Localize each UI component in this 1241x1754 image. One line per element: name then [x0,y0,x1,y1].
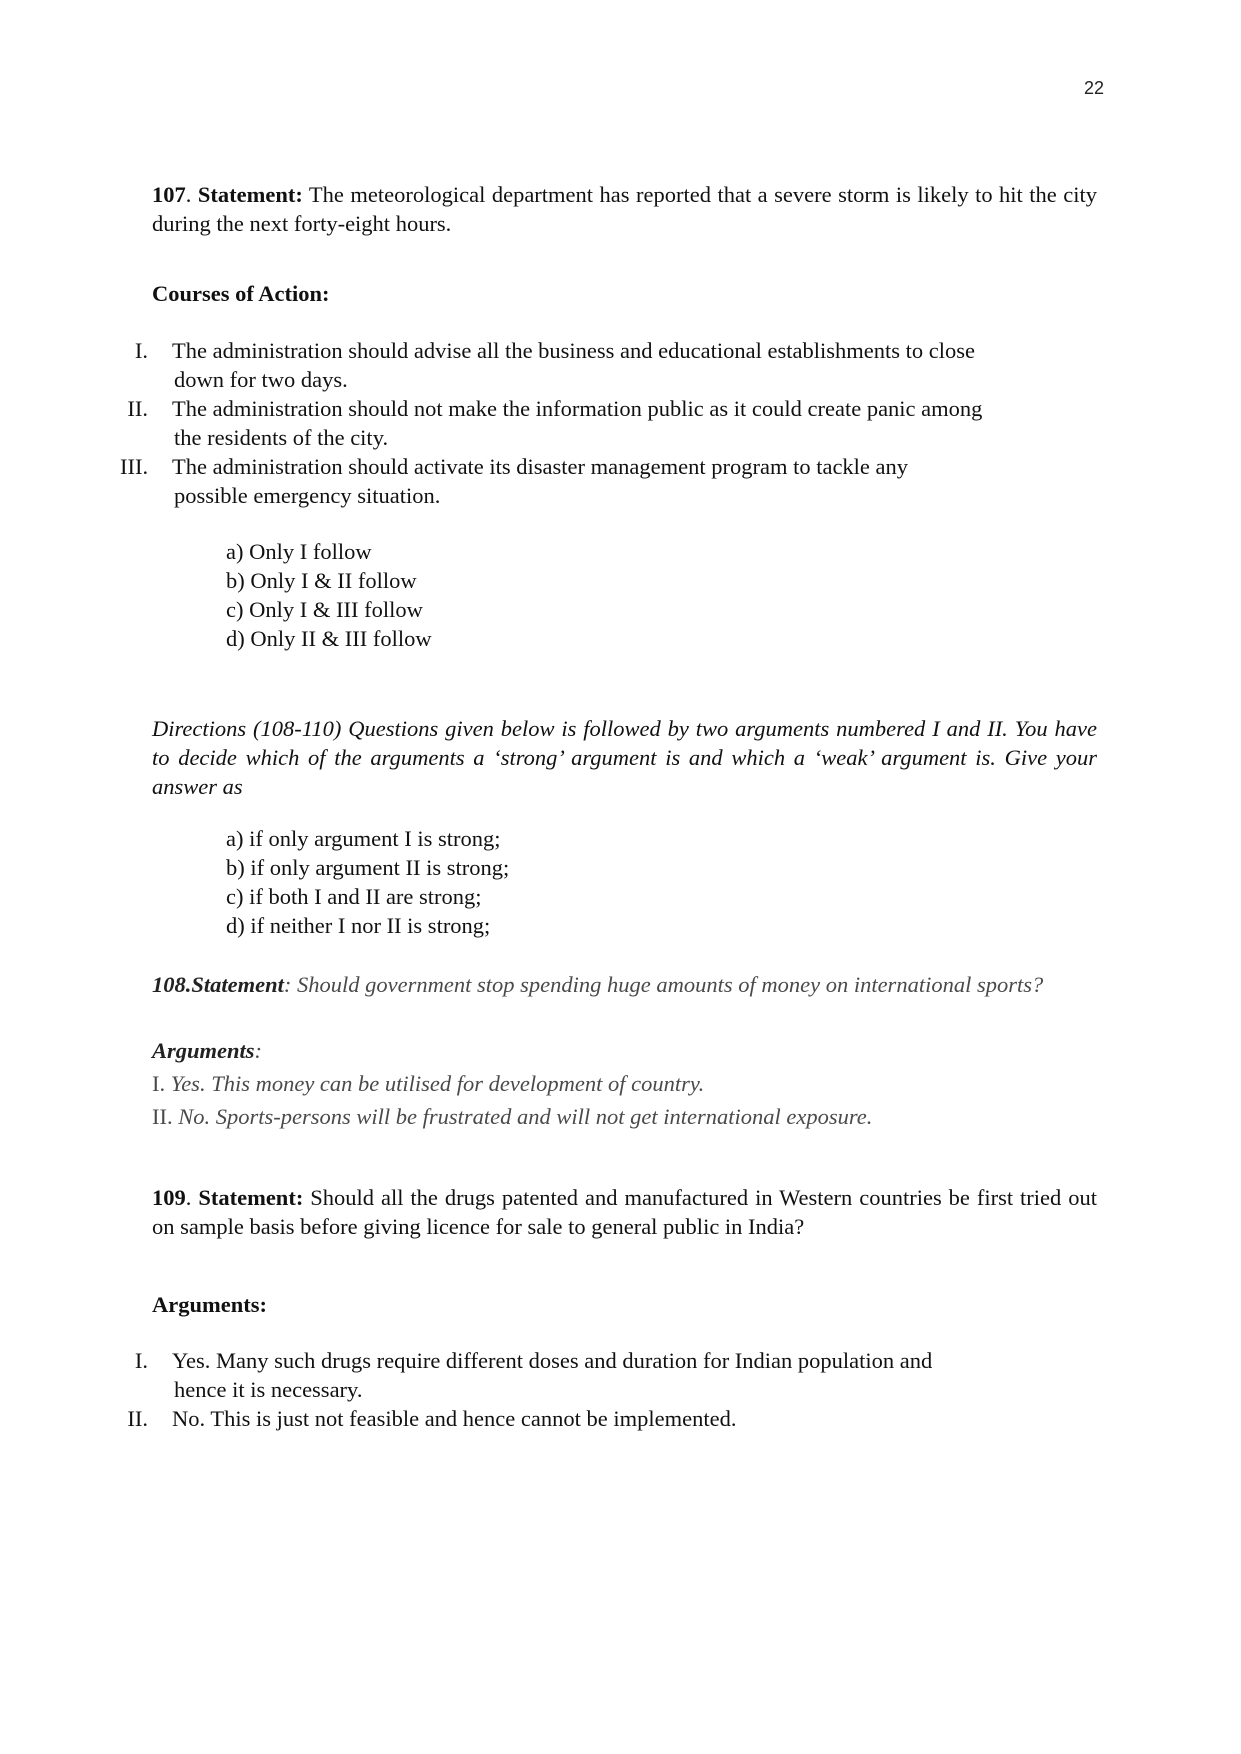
argument-item [152,1067,1097,1100]
list-item [120,394,1100,452]
q107-options [226,537,432,653]
list-item [120,1404,1100,1433]
q107-statement [152,180,1097,238]
directions-options [226,824,509,940]
answer-key-b: b) if only argument II is strong; [226,855,510,880]
argument-line: Yes. Many such drugs require different doses and duration for Indian population and [172,1348,933,1373]
directions-text: Directions (108-110) Questions given below is followed by two arguments numbered I and II. You have to decide which of the arguments a ‘strong’ argument is and which a ‘weak’ argument is. Give your answer as [152,716,1097,799]
answer-key-a: a) if only argument I is strong; [226,826,501,851]
q107-statement-label: Statement: [197,182,303,207]
argument-numeral: I. [152,1071,166,1096]
option-a: a) Only I follow [226,539,372,564]
page-number: 22 [1083,78,1104,98]
roman-numeral: I. [134,338,148,363]
q109-statement-label: Statement: [198,1185,304,1210]
q107-courses-heading: Courses of Action: [152,281,330,306]
q109-statement-text: Should all the drugs patented and manufactured in Western countries be first tried out on sample basis before giving licence for sale to general public in India? [152,1185,1097,1239]
q107-separator: . [185,182,198,207]
q108-arguments [152,1034,1097,1133]
option-c: c) Only I & III follow [226,597,423,622]
argument-numeral: II. [152,1104,173,1129]
roman-numeral: II. [127,396,148,421]
answer-key-c: c) if both I and II are strong; [226,884,482,909]
course-line-continued: the residents of the city. [174,425,389,450]
list-item [120,452,1100,510]
argument-line: No. This is just not feasible and hence cannot be implemented. [172,1406,737,1431]
q107-statement-text: The meteorological department has reported that a severe storm is likely to hit the city during the next forty-eight hours. [152,182,1098,236]
list-item [120,1346,1100,1404]
q108-statement [152,968,1097,1001]
option-d: d) Only II & III follow [226,626,432,651]
argument-text: No. Sports-persons will be frustrated and will not get international exposure. [172,1104,873,1129]
q109-number: 109 [152,1185,186,1210]
q109-separator: . [185,1185,199,1210]
q107-courses-list [120,336,1100,510]
option-b: b) Only I & II follow [226,568,417,593]
course-line-continued: possible emergency situation. [174,483,441,508]
roman-numeral: III. [120,454,149,479]
course-line: The administration should not make the information public as it could create panic among [172,396,983,421]
argument-line-continued: hence it is necessary. [174,1377,363,1402]
course-line: The administration should advise all the business and educational establishments to close [172,338,975,363]
q108-arguments-colon: : [254,1038,263,1063]
roman-numeral: II. [127,1406,148,1431]
q107-number: 107 [152,182,186,207]
q108-statement-label: 108.Statement [152,972,284,997]
q109-arguments-list [120,1346,1100,1433]
answer-key-d: d) if neither I nor II is strong; [226,913,491,938]
q109-arguments-heading: Arguments: [152,1292,267,1317]
course-line-continued: down for two days. [174,367,348,392]
roman-numeral: I. [134,1348,148,1373]
argument-item [152,1100,1097,1133]
q109-statement [152,1183,1097,1241]
list-item [120,336,1100,394]
course-line: The administration should activate its disaster management program to tackle any [172,454,909,479]
argument-text: Yes. This money can be utilised for development of country. [165,1071,705,1096]
q108-statement-text: : Should government stop spending huge amounts of money on international sports? [283,972,1044,997]
q108-arguments-label: Arguments [152,1038,255,1063]
